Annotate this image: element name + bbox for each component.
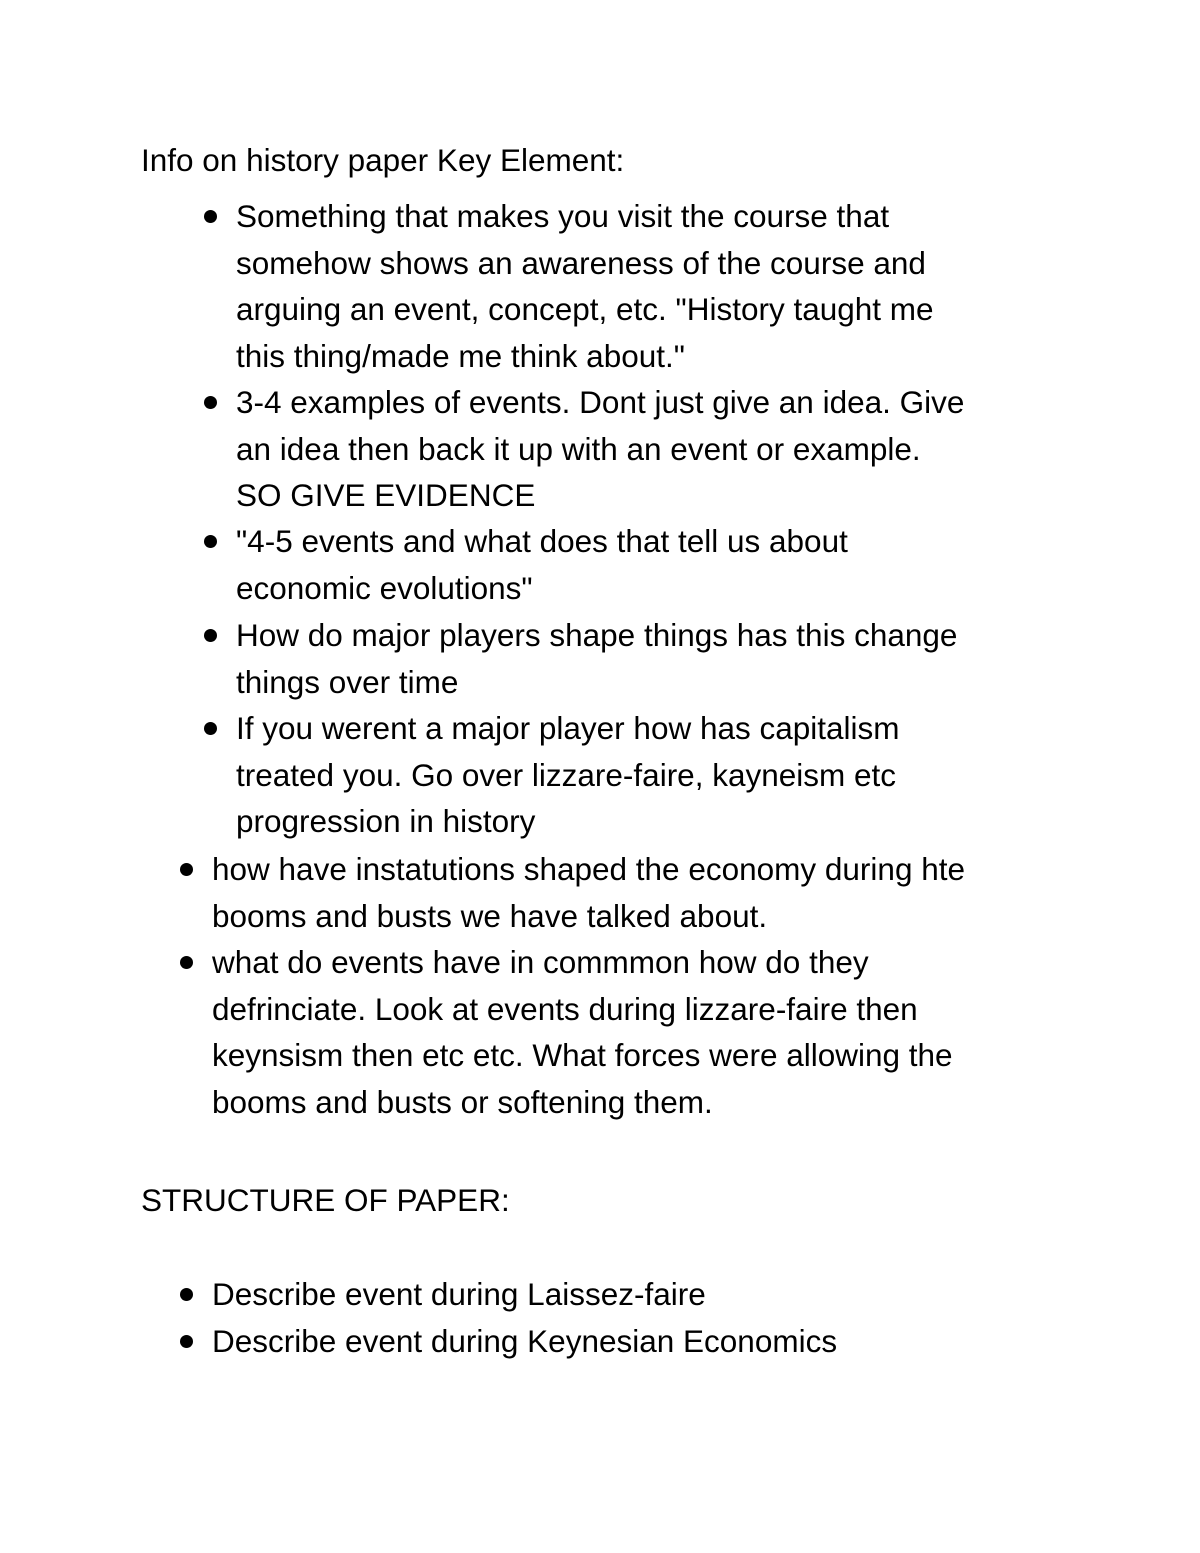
list-item-text: how have instatutions shaped the economy during hte booms and busts we have talked about. [212,851,966,934]
bullet-icon [180,1335,193,1348]
section-heading: STRUCTURE OF PAPER: [141,1182,510,1218]
list-item-text: what do events have in commmon how do they defrinciate. Look at events during lizzare-faire then keynsism then etc etc. What forces were allowing the booms and busts or softening them. [212,944,953,1120]
list-item-text: "4-5 events and what does that tell us about economic evolutions" [236,523,848,606]
page-title: Info on history paper Key Element: [141,142,625,178]
bullet-icon [180,1288,193,1301]
list-item-text: Describe event during Laissez-faire [212,1276,706,1312]
list-item-text: Describe event during Keynesian Economics [212,1323,838,1359]
list-item-text: How do major players shape things has this change things over time [236,617,958,700]
list-item-text: 3-4 examples of events. Dont just give an idea. Give an idea then back it up with an event or example. SO GIVE EVIDENCE [236,384,965,513]
list-item-text: Something that makes you visit the course that somehow shows an awareness of the course and arguing an event, concept, etc. "History taught me this thing/made me think about." [236,198,934,374]
list-item-text: If you werent a major player how has capitalism treated you. Go over lizzare-faire, kayneism etc progression in history [236,710,900,839]
